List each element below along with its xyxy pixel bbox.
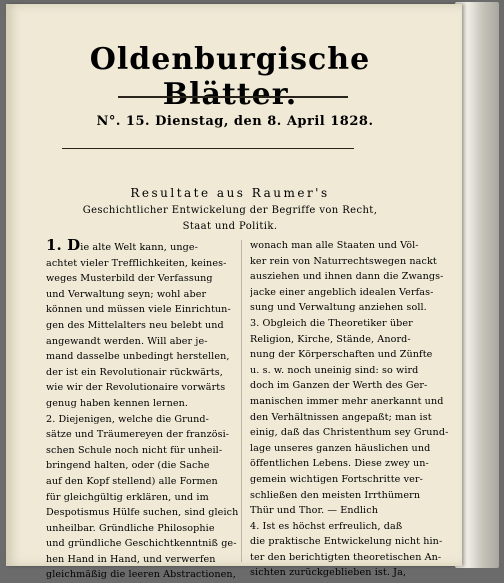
text-line: Thür und Thor. — Endlich xyxy=(250,505,378,517)
text-line: weges Musterbild der Verfassung xyxy=(46,273,213,285)
text-line: wonach man alle Staaten und Völ- xyxy=(250,240,419,251)
text-line: mand dasselbe unbedingt herstellen, xyxy=(46,351,230,363)
text-line: ter den berichtigten theoretischen An- xyxy=(250,551,442,563)
text-line-content: ie alte Welt kann, unge- xyxy=(80,242,198,253)
text-line: der ist ein Revolutionair rückwärts, xyxy=(46,366,223,378)
column-divider xyxy=(241,240,242,562)
article-subtitle-line-1: Geschichtlicher Entwickelung der Begriffe von Recht, xyxy=(82,205,378,216)
text-line: Religion, Kirche, Stände, Anord- xyxy=(250,333,411,345)
text-line: schen Schule noch nicht für unheil- xyxy=(46,444,223,456)
text-line: Despotismus Hülfe suchen, sind gleich xyxy=(46,507,238,519)
text-line: 4. Ist es höchst erfreulich, daß xyxy=(250,520,403,532)
text-line: bringend halten, oder (die Sache xyxy=(46,460,210,472)
text-line: können und müssen viele Einrichtun- xyxy=(46,304,231,316)
text-line: den Verhältnissen angepaßt; man ist xyxy=(250,411,432,423)
text-line: manischen immer mehr anerkannt und xyxy=(250,395,444,407)
issue-line: N°. 15. Dienstag, den 8. April 1828. xyxy=(96,114,374,129)
text-line: einig, daß das Christenthum sey Grund- xyxy=(250,427,448,439)
right-column xyxy=(250,238,448,581)
text-line: doch im Ganzen der Werth des Ger- xyxy=(250,380,428,392)
text-line: sätze und Träumereyen der französi- xyxy=(46,429,230,441)
masthead-title: Oldenburgische Blätter. xyxy=(89,42,371,112)
left-column xyxy=(46,238,238,583)
text-line: gemein wichtigen Fortschritte ver- xyxy=(250,473,423,485)
text-line: und Verwaltung seyn; wohl aber xyxy=(46,288,207,300)
masthead-rule xyxy=(118,96,348,98)
text-line: ker rein von Naturrechtswegen nackt xyxy=(250,255,437,267)
text-line: unheilbar. Gründliche Philosophie xyxy=(46,522,215,534)
text-line xyxy=(46,238,238,256)
text-line: angewandt werden. Will aber je- xyxy=(46,335,208,347)
article-title: Resultate aus Raumer's xyxy=(130,186,330,200)
text-line: achtet vieler Trefflichkeiten, keines- xyxy=(46,257,227,269)
text-line: jacke einer angeblich idealen Verfas- xyxy=(250,286,434,298)
issue-rule xyxy=(62,148,354,149)
text-line: wie wir der Revolutionaire vorwärts xyxy=(46,382,226,394)
text-line: sichten zurückgeblieben ist. Ja, xyxy=(250,567,407,579)
article-subtitle-line-2: Staat und Politik. xyxy=(182,221,278,232)
text-line: gleichmäßig die leeren Abstractionen, xyxy=(46,569,236,581)
text-line: 2. Diejenigen, welche die Grund- xyxy=(46,413,210,425)
text-line: hen Hand in Hand, und verwerfen xyxy=(46,553,216,565)
text-line: und gründliche Geschichtkenntniß ge- xyxy=(46,538,237,550)
text-line: gen des Mittelalters neu belebt und xyxy=(46,319,224,331)
text-line: nung der Körperschaften und Zünfte xyxy=(250,349,433,361)
text-line: sung und Verwaltung anziehen soll. xyxy=(250,302,427,314)
text-line: u. s. w. noch uneinig sind: so wird xyxy=(250,364,419,376)
text-line: öffentlichen Lebens. Diese zwey un- xyxy=(250,458,429,470)
text-line: auf den Kopf stellend) alle Formen xyxy=(46,475,218,487)
text-line: ausziehen und ihnen dann die Zwangs- xyxy=(250,271,444,283)
text-line: für gleichgültig erklären, und im xyxy=(46,491,209,503)
text-line: schließen den meisten Irrthümern xyxy=(250,489,421,501)
text-line: 3. Obgleich die Theoretiker über xyxy=(250,317,413,329)
article-subtitle xyxy=(34,203,426,235)
text-line: genug haben kennen lernen. xyxy=(46,397,189,409)
paragraph-lead: 1. D xyxy=(46,238,81,254)
text-line: die praktische Entwickelung nicht hin- xyxy=(250,536,443,548)
text-line: lage unseres ganzen häuslichen und xyxy=(250,442,431,454)
